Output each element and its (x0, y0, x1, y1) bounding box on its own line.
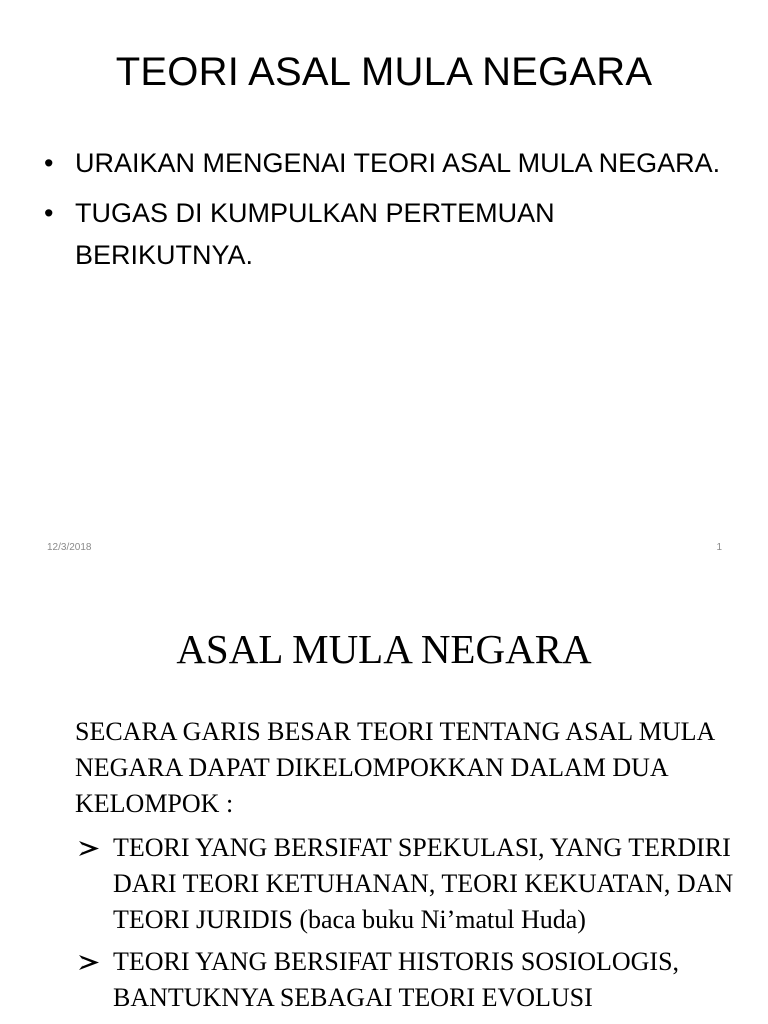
bullet-list (44, 142, 734, 284)
intro-paragraph: SECARA GARIS BESAR TEORI TENTANG ASAL MULA NEGARA DAPAT DIKELOMPOKKAN DALAM DUA KELOMPOK : (75, 717, 714, 818)
arrow-bullet-icon (78, 954, 100, 971)
bullet-text: TEORI YANG BERSIFAT SPEKULASI, YANG TERDIRI DARI TEORI KETUHANAN, TEORI KEKUATAN, DAN TEORI JURIDIS (baca buku Ni’matul Huda) (113, 833, 734, 934)
page-number: 1 (716, 542, 722, 553)
bullet-text: TEORI YANG BERSIFAT HISTORIS SOSIOLOGIS, BANTUKNYA SEBAGAI TEORI EVOLUSI (113, 947, 680, 1012)
footer-date: 12/3/2018 (47, 542, 92, 553)
bullet-item (75, 944, 735, 1016)
slide-title: TEORI ASAL MULA NEGARA (115, 50, 653, 94)
arrow-bullet-list (75, 830, 735, 1022)
bullet-dot-icon: • (44, 198, 54, 228)
slide-2 (0, 576, 768, 1024)
bullet-item (44, 192, 734, 276)
bullet-item (44, 142, 734, 184)
slide-title: ASAL MULA NEGARA (176, 626, 592, 672)
arrow-bullet-icon (78, 840, 100, 857)
bullet-dot-icon: • (44, 148, 54, 178)
bullet-text: URAIKAN MENGENAI TEORI ASAL MULA NEGARA. (75, 148, 721, 178)
bullet-item (75, 830, 735, 938)
bullet-text: TUGAS DI KUMPULKAN PERTEMUAN BERIKUTNYA. (75, 198, 555, 270)
